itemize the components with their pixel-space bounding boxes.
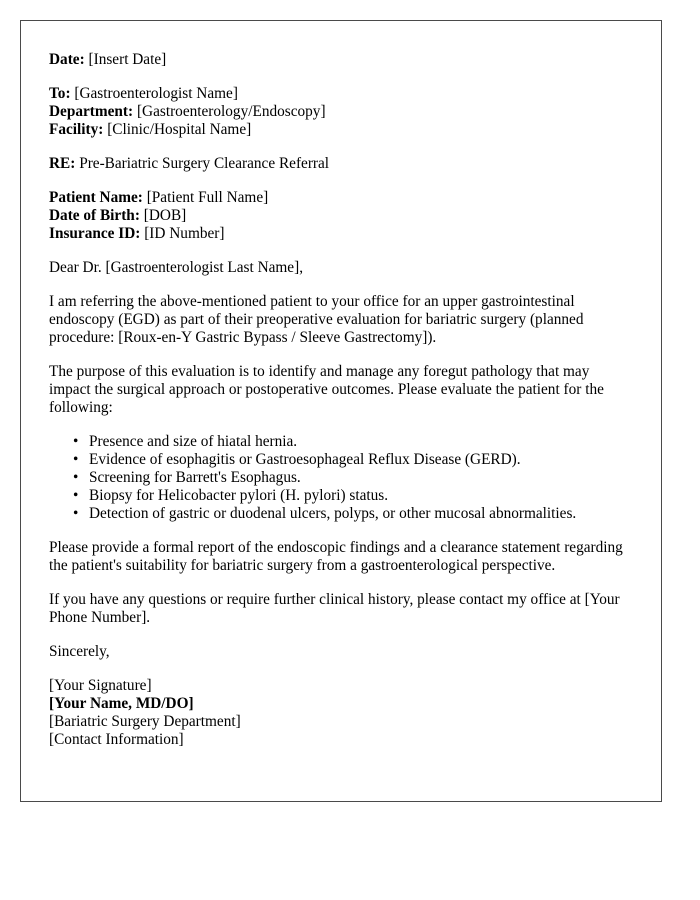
paragraph-referral (49, 293, 633, 347)
bullet-icon: • (73, 469, 79, 486)
facility-line (49, 121, 633, 139)
signer-contact: [Contact Information] (49, 731, 184, 748)
facility-value: [Clinic/Hospital Name] (107, 121, 252, 138)
list-item-text: Screening for Barrett's Esophagus. (89, 469, 301, 486)
list-item (73, 505, 633, 523)
subject-section (49, 155, 633, 173)
re-value: Pre-Bariatric Surgery Clearance Referral (79, 155, 330, 172)
paragraph-purpose-text: The purpose of this evaluation is to identify and manage any foregut pathology that may impact the surgical approach or postoperative outcomes. Please evaluate the patient for the following: (49, 363, 604, 416)
list-item-text: Presence and size of hiatal hernia. (89, 433, 298, 450)
subject-line (49, 155, 633, 173)
signature-line: [Your Signature] (49, 677, 152, 694)
referral-letter (20, 20, 662, 802)
paragraph-report-request-text: Please provide a formal report of the endoscopic findings and a clearance statement regarding the patient's suitability for bariatric surgery from a gastroenterological perspective. (49, 539, 623, 574)
list-item-text: Detection of gastric or duodenal ulcers, polyps, or other mucosal abnormalities. (89, 505, 577, 522)
salutation: Dear Dr. [Gastroenterologist Last Name], (49, 259, 304, 276)
dob-value: [DOB] (143, 207, 187, 224)
sign-off-section (49, 643, 633, 661)
insurance-value: [ID Number] (144, 225, 225, 242)
signer-name: [Your Name, MD/DO] (49, 695, 194, 712)
patient-name-line (49, 189, 633, 207)
bullet-icon: • (73, 433, 79, 450)
dob-label: Date of Birth: (49, 207, 140, 224)
paragraph-referral-text: I am referring the above-mentioned patient to your office for an upper gastrointestinal endoscopy (EGD) as part of their preoperative evaluation for bariatric surgery (planned procedure: [Roux-en-Y Gastric Bypass / Sleeve Gastrectomy]). (49, 293, 584, 346)
patient-name-value: [Patient Full Name] (146, 189, 269, 206)
department-value: [Gastroenterology/Endoscopy] (136, 103, 326, 120)
paragraph-contact (49, 591, 633, 627)
list-item (73, 451, 633, 469)
date-line (49, 51, 633, 69)
date-section (49, 51, 633, 69)
re-label: RE: (49, 155, 76, 172)
paragraph-report-request (49, 539, 633, 575)
to-label: To: (49, 85, 71, 102)
dob-line (49, 207, 633, 225)
list-item-text: Evidence of esophagitis or Gastroesophageal Reflux Disease (GERD). (89, 451, 521, 468)
salutation-section (49, 259, 633, 277)
list-item (73, 469, 633, 487)
to-line (49, 85, 633, 103)
department-line (49, 103, 633, 121)
list-item (73, 433, 633, 451)
date-label: Date: (49, 51, 85, 68)
paragraph-purpose (49, 363, 633, 417)
to-value: [Gastroenterologist Name] (74, 85, 238, 102)
signer-department: [Bariatric Surgery Department] (49, 713, 241, 730)
patient-section (49, 189, 633, 243)
bullet-icon: • (73, 451, 79, 468)
list-item (73, 487, 633, 505)
sign-off: Sincerely, (49, 643, 110, 660)
bullet-icon: • (73, 487, 79, 504)
date-value: [Insert Date] (88, 51, 167, 68)
facility-label: Facility: (49, 121, 104, 138)
recipient-section (49, 85, 633, 139)
signature-block (49, 677, 633, 749)
list-item-text: Biopsy for Helicobacter pylori (H. pylori) status. (89, 487, 389, 504)
insurance-label: Insurance ID: (49, 225, 141, 242)
department-label: Department: (49, 103, 134, 120)
bullet-icon: • (73, 505, 79, 522)
findings-list (49, 433, 633, 523)
insurance-line (49, 225, 633, 243)
paragraph-contact-text: If you have any questions or require further clinical history, please contact my office at [Your Phone Number]. (49, 591, 620, 626)
patient-name-label: Patient Name: (49, 189, 143, 206)
